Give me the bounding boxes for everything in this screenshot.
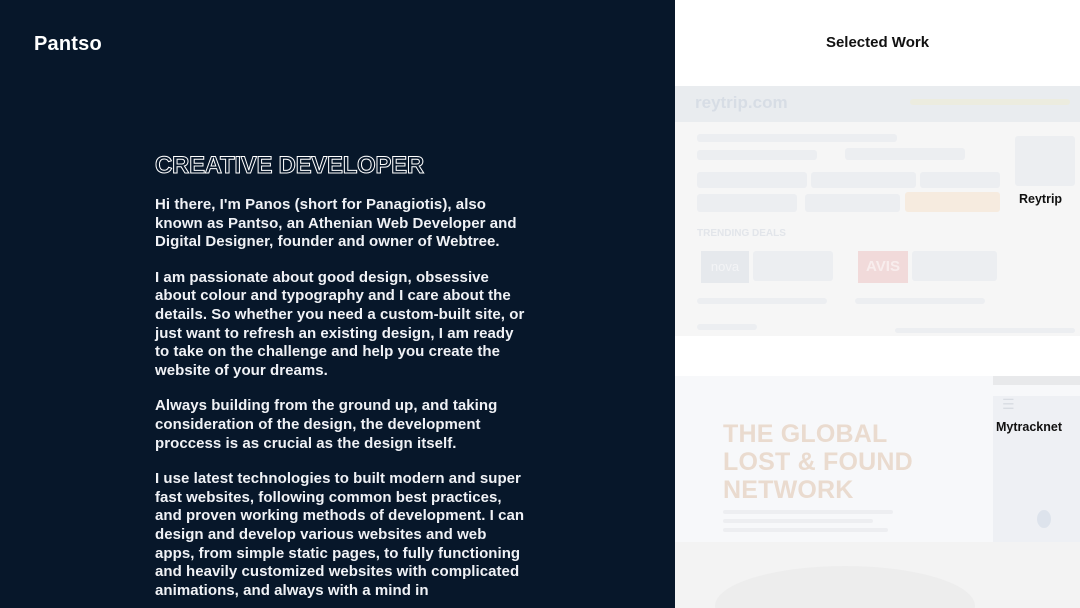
preview-hero	[723, 420, 913, 504]
intro-paragraph-3: Always building from the ground up, and taking consideration of the design, the development proccess is as crucial as the design itself.	[155, 397, 498, 452]
preview-text-lines	[723, 510, 903, 536]
preview-text-block	[753, 251, 833, 281]
preview-field	[920, 172, 1000, 188]
preview-line	[697, 150, 817, 160]
project-label-reytrip[interactable]: Reytrip	[1019, 192, 1063, 206]
intro-content	[155, 152, 525, 608]
selected-work-panel	[675, 0, 1080, 608]
preview-line	[697, 134, 897, 142]
preview-card	[1015, 136, 1075, 186]
preview-line	[697, 298, 827, 304]
preview-nav-links	[910, 99, 1070, 105]
preview-field	[811, 172, 916, 188]
preview-text-block	[912, 251, 997, 281]
menu-icon: ☰	[1002, 396, 1015, 412]
preview-brand: reytrip.com	[695, 93, 788, 112]
hero-heading: CREATIVE DEVELOPER	[155, 152, 424, 179]
intro-paragraph-4: I use latest technologies to built modern and super fast websites, following common best practices, and proven working methods of development. I can design and develop various websites and web apps, from simple static pages, to fully functioning and heavily customized websites with complicated animations, and always with a mind in	[155, 470, 525, 599]
project-label-mytracknet[interactable]: Mytracknet	[996, 420, 1062, 434]
map-pin-icon	[1037, 510, 1051, 528]
project-thumbnail-mytracknet[interactable]	[675, 376, 1080, 542]
project-thumbnail-reytrip[interactable]	[675, 86, 1080, 336]
preview-hero-line-2: LOST & FOUND	[723, 448, 913, 476]
preview-navbar	[675, 86, 1080, 122]
preview-hero-line-3: NETWORK	[723, 476, 854, 504]
project-thumbnail-next[interactable]	[675, 542, 1080, 608]
preview-search-button	[905, 192, 1000, 212]
preview-line	[697, 324, 757, 330]
intro-paragraph-2: I am passionate about good design, obsessive about colour and typography and I care about the details. So whether you need a custom-built site, or just want to refresh an existing design, I am ready to take on the challenge and help you create the website of your dreams.	[155, 268, 525, 379]
intro-paragraph-1: Hi there, I'm Panos (short for Panagiotis), also known as Pantso, an Athenian Web Developer and Digital Designer, founder and owner of Webtree.	[155, 196, 517, 251]
preview-line	[855, 298, 985, 304]
preview-line	[845, 148, 965, 160]
preview-shape	[715, 566, 975, 608]
preview-logo-nova: nova	[701, 251, 749, 283]
preview-section-label: TRENDING DEALS	[697, 228, 786, 239]
preview-field	[805, 194, 900, 212]
preview-navbar	[993, 376, 1080, 385]
preview-field	[697, 172, 807, 188]
preview-line	[895, 328, 1075, 333]
preview-logo-avis: AVIS	[858, 251, 908, 283]
site-logo[interactable]: Pantso	[34, 33, 102, 55]
section-title: Selected Work	[825, 34, 930, 51]
preview-hero-line-1: THE GLOBAL	[723, 420, 888, 448]
preview-field	[697, 194, 797, 212]
